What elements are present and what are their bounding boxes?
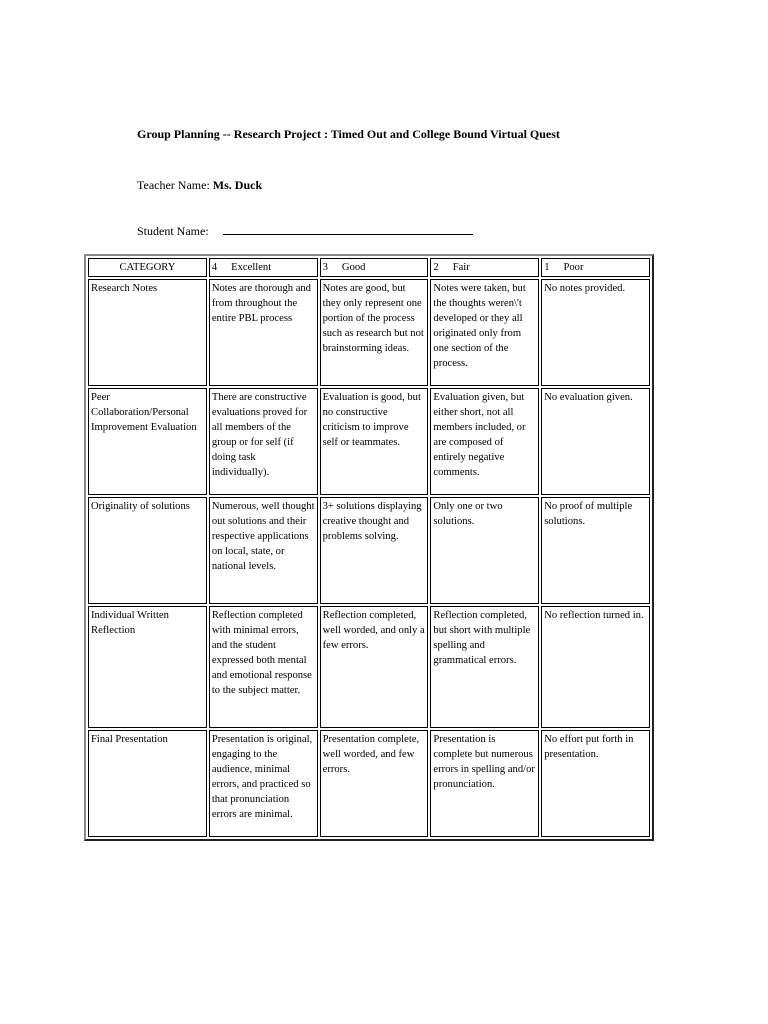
teacher-name-label: Teacher Name: — [137, 178, 210, 192]
cell-good: Presentation complete, well worded, and few errors. — [320, 730, 429, 837]
rubric-container — [84, 254, 654, 841]
cell-good: 3+ solutions displaying creative thought and problems solving. — [320, 497, 429, 604]
header-poor — [541, 258, 650, 277]
student-name-blank[interactable] — [223, 223, 473, 235]
table-row — [88, 497, 650, 604]
cell-good: Notes are good, but they only represent one portion of the process such as research but not brainstorming ideas. — [320, 279, 429, 386]
cell-good: Evaluation is good, but no constructive criticism to improve self or teammates. — [320, 388, 429, 495]
cell-fair: Notes were taken, but the thoughts weren\'t developed or they all originated only from one section of the process. — [430, 279, 539, 386]
header-score: 2 — [433, 262, 439, 273]
row-category: Originality of solutions — [88, 497, 207, 604]
header-label: Fair — [452, 262, 470, 273]
student-name-line — [137, 223, 473, 239]
cell-poor: No evaluation given. — [541, 388, 650, 495]
row-category: Peer Collaboration/Personal Improvement Evaluation — [88, 388, 207, 495]
cell-fair: Presentation is complete but numerous errors in spelling and/or pronunciation. — [430, 730, 539, 837]
table-row — [88, 388, 650, 495]
cell-poor: No notes provided. — [541, 279, 650, 386]
cell-fair: Only one or two solutions. — [430, 497, 539, 604]
row-category: Final Presentation — [88, 730, 207, 837]
table-row — [88, 279, 650, 386]
header-score: 3 — [322, 262, 328, 273]
header-label: Poor — [563, 262, 584, 273]
cell-poor: No reflection turned in. — [541, 606, 650, 728]
cell-excellent: Reflection completed with minimal errors, and the student expressed both mental and emotional response to the subject matter. — [209, 606, 318, 728]
table-row — [88, 606, 650, 728]
header-good — [320, 258, 429, 277]
rubric-header-row — [88, 258, 650, 277]
row-category: Individual Written Reflection — [88, 606, 207, 728]
document-title: Group Planning -- Research Project : Timed Out and College Bound Virtual Quest — [137, 127, 560, 141]
header-excellent — [209, 258, 318, 277]
cell-good: Reflection completed, well worded, and only a few errors. — [320, 606, 429, 728]
header-fair — [430, 258, 539, 277]
rubric-table — [84, 254, 654, 841]
student-name-label: Student Name: — [137, 224, 209, 238]
cell-fair: Reflection completed, but short with multiple spelling and grammatical errors. — [430, 606, 539, 728]
teacher-name-line — [137, 178, 262, 193]
header-score: 4 — [211, 262, 218, 273]
row-category: Research Notes — [88, 279, 207, 386]
cell-excellent: Numerous, well thought out solutions and their respective applications on local, state, or national levels. — [209, 497, 318, 604]
header-label: Good — [341, 262, 366, 273]
table-row — [88, 730, 650, 837]
cell-fair: Evaluation given, but either short, not all members included, or are composed of entirely negative comments. — [430, 388, 539, 495]
cell-excellent: Presentation is original, engaging to the audience, minimal errors, and practiced so that pronunciation errors are minimal. — [209, 730, 318, 837]
cell-excellent: There are constructive evaluations proved for all members of the group or for self (if doing task individually). — [209, 388, 318, 495]
header-category: CATEGORY — [88, 258, 207, 277]
teacher-name-value: Ms. Duck — [212, 178, 263, 192]
cell-poor: No proof of multiple solutions. — [541, 497, 650, 604]
cell-poor: No effort put forth in presentation. — [541, 730, 650, 837]
header-score: 1 — [544, 262, 550, 273]
cell-excellent: Notes are thorough and from throughout the entire PBL process — [209, 279, 318, 386]
header-label: Excellent — [231, 262, 272, 273]
